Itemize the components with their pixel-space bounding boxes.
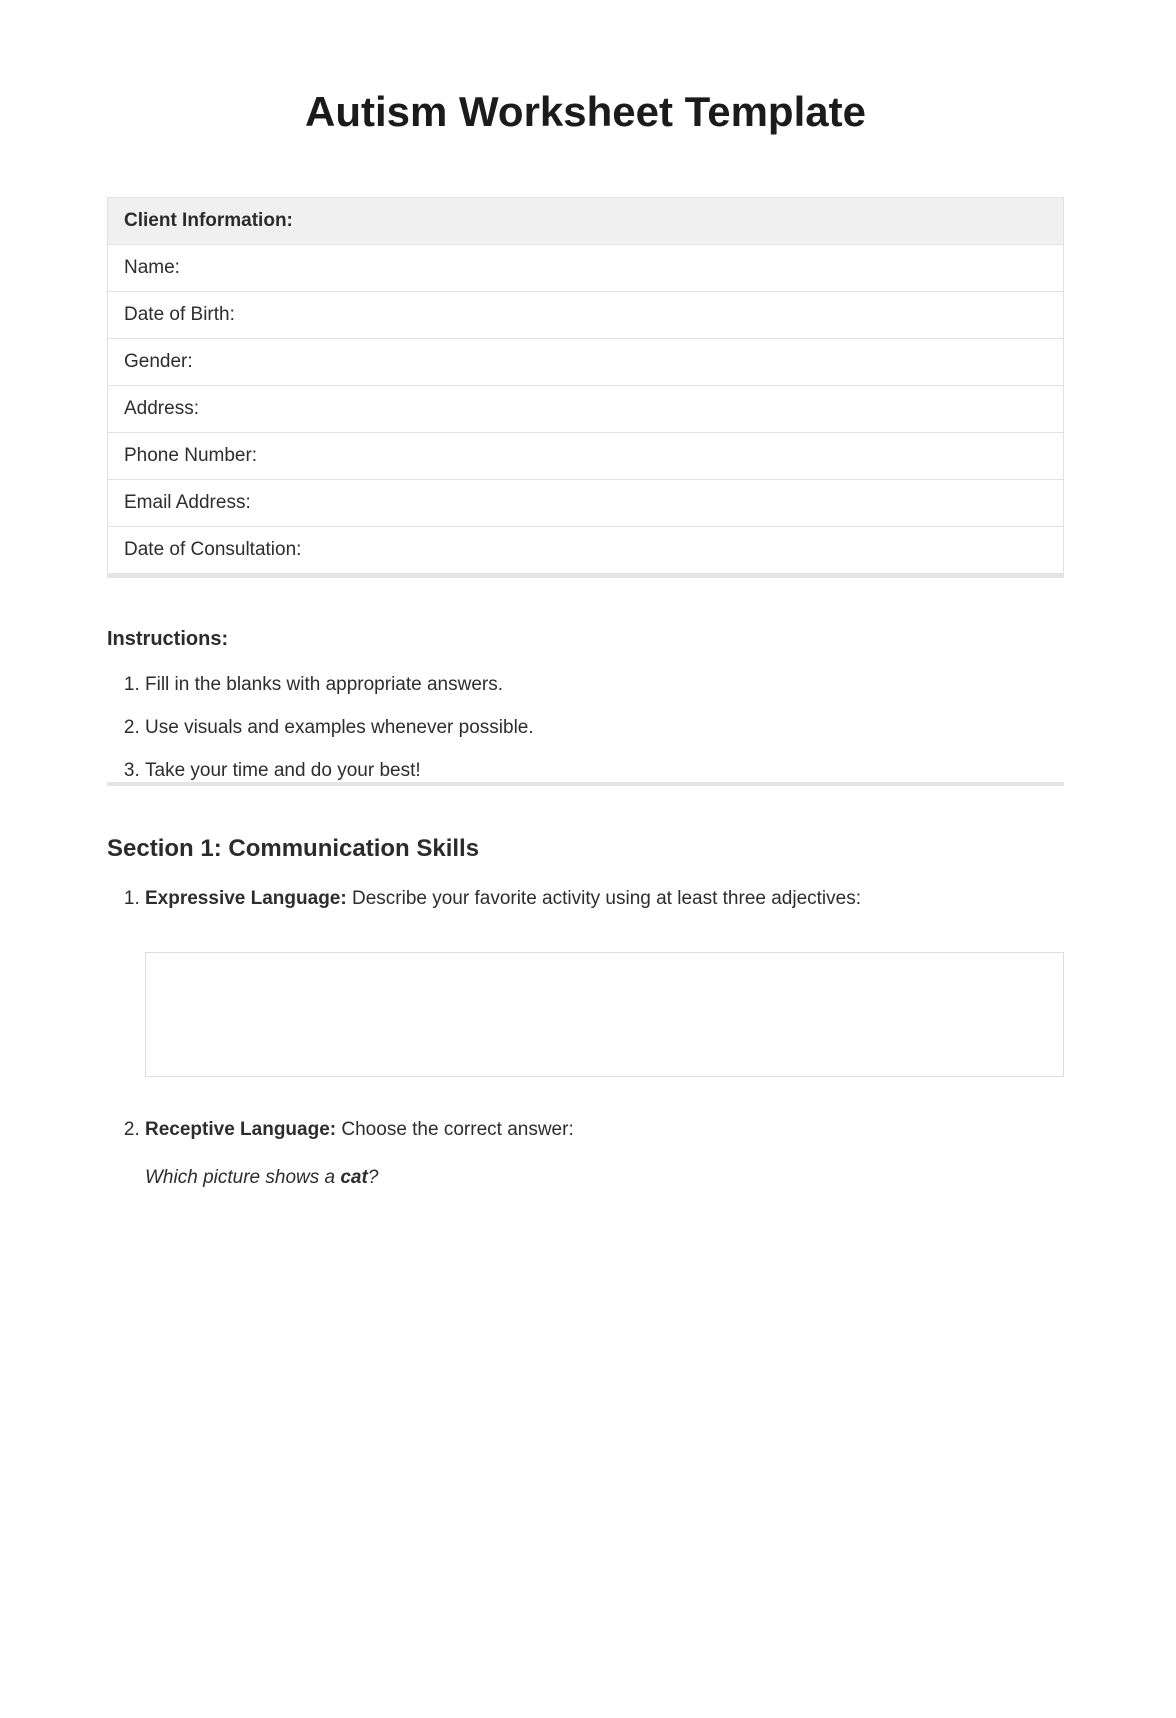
- client-info-field-email-address[interactable]: Email Address:: [108, 480, 1064, 527]
- question-1-label: Expressive Language:: [145, 888, 347, 910]
- page-title: Autism Worksheet Template: [305, 88, 866, 135]
- client-info-field-name[interactable]: Name:: [108, 245, 1064, 292]
- section1-question-list: [107, 888, 1064, 1189]
- question-expressive-language: [145, 888, 1064, 1077]
- instruction-item: 3. Take your time and do your best!: [145, 760, 1064, 782]
- client-info-header: Client Information:: [108, 198, 1064, 245]
- question-receptive-language: [145, 1119, 1064, 1189]
- expressive-language-answer-box[interactable]: [145, 952, 1064, 1077]
- instructions-list: [107, 674, 1064, 782]
- receptive-question-suffix: ?: [367, 1167, 379, 1189]
- section-divider: [107, 782, 1064, 786]
- client-info-field-phone-number[interactable]: Phone Number:: [108, 433, 1064, 480]
- table-row: [108, 480, 1064, 527]
- table-header-row: [108, 198, 1064, 245]
- client-info-table: [107, 197, 1064, 574]
- question-2-prompt: Choose the correct answer:: [341, 1119, 574, 1141]
- instruction-item: 1. Fill in the blanks with appropriate answers.: [145, 674, 1064, 696]
- table-row: [108, 245, 1064, 292]
- client-info-field-date-of-consultation[interactable]: Date of Consultation:: [108, 527, 1064, 574]
- section1-heading: Section 1: Communication Skills: [107, 835, 480, 863]
- receptive-question-text: [145, 1167, 1064, 1189]
- receptive-question-keyword: cat: [340, 1167, 368, 1189]
- client-info-field-address[interactable]: Address:: [108, 386, 1064, 433]
- question-2-label: Receptive Language:: [145, 1119, 337, 1141]
- table-row: [108, 527, 1064, 574]
- receptive-question-prefix: Which picture shows a: [145, 1167, 341, 1189]
- question-1-prompt: Describe your favorite activity using at least three adjectives:: [351, 888, 861, 910]
- worksheet-page: [0, 88, 1176, 1189]
- instruction-item: 2. Use visuals and examples whenever possible.: [145, 717, 1064, 739]
- section-divider: [107, 574, 1064, 578]
- table-row: [108, 292, 1064, 339]
- table-row: [108, 339, 1064, 386]
- table-row: [108, 433, 1064, 480]
- instructions-heading: Instructions:: [107, 628, 229, 651]
- client-info-field-gender[interactable]: Gender:: [108, 339, 1064, 386]
- table-row: [108, 386, 1064, 433]
- client-info-field-date-of-birth[interactable]: Date of Birth:: [108, 292, 1064, 339]
